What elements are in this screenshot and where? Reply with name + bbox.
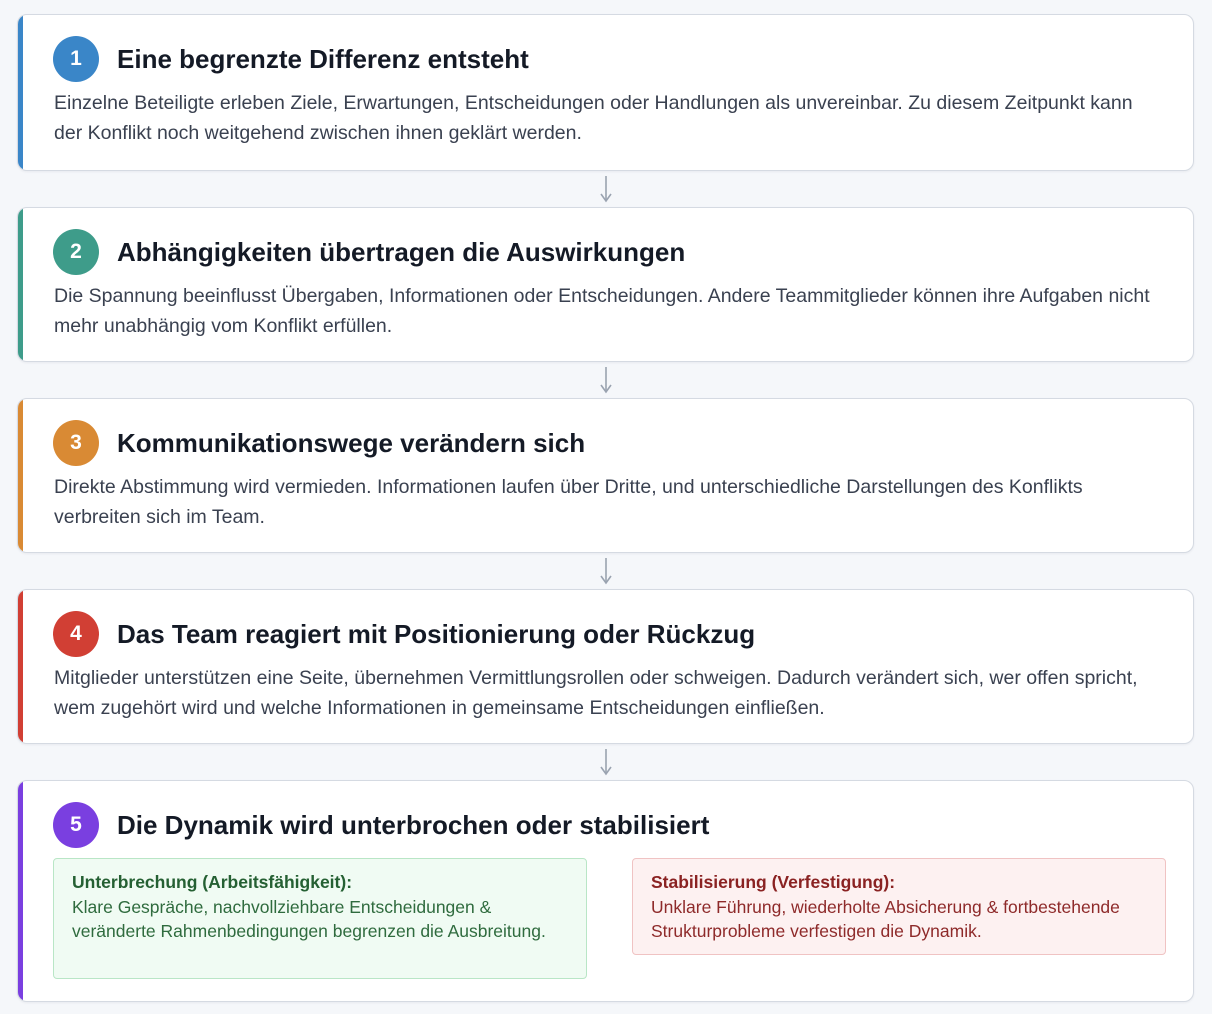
outcome-interruption-text: Klare Gespräche, nachvollziehbare Entscheidungen & veränderte Rahmenbedingungen begrenzen die Ausbreitung. (72, 896, 546, 941)
step-card-4 (17, 589, 1194, 744)
step-2-accent-bar (18, 208, 23, 361)
step-4-header (53, 610, 755, 658)
step-1-title: Eine begrenzte Differenz entsteht (117, 43, 529, 74)
step-1-number-badge: 1 (53, 36, 99, 82)
flow-arrow-3 (17, 553, 1194, 589)
outcome-interruption-box (53, 858, 587, 979)
step-2-title: Abhängigkeiten übertragen die Auswirkungen (117, 236, 686, 267)
step-card-5 (17, 780, 1194, 1002)
down-arrow-icon (599, 174, 613, 204)
step-card-2 (17, 207, 1194, 362)
step-3-accent-bar (18, 399, 23, 552)
outcome-stabilization-text: Unklare Führung, wiederholte Absicherung & fortbestehende Strukturprobleme verfestigen die Dynamik. (651, 896, 1120, 941)
down-arrow-icon (599, 365, 613, 395)
step-5-header (53, 801, 709, 849)
step-5-title: Die Dynamik wird unterbrochen oder stabilisiert (117, 809, 710, 840)
outcome-interruption-label: Unterbrechung (Arbeitsfähigkeit): (72, 872, 353, 892)
step-4-accent-bar (18, 590, 23, 743)
flow-arrow-2 (17, 362, 1194, 398)
outcome-stabilization-box (632, 858, 1166, 955)
step-2-description: Die Spannung beeinflusst Übergaben, Informationen oder Entscheidungen. Andere Teammitglieder können ihre Aufgaben nicht mehr unabhängig vom Konflikt erfüllen. (54, 285, 1150, 337)
step-card-3 (17, 398, 1194, 553)
step-3-header (53, 419, 585, 467)
step-1-accent-bar (18, 15, 23, 170)
outcome-stabilization-label: Stabilisierung (Verfestigung): (651, 872, 896, 892)
step-4-number-badge: 4 (53, 611, 99, 657)
step-1-header (53, 35, 529, 83)
conflict-escalation-flow (17, 14, 1194, 1002)
step-4-description: Mitglieder unterstützen eine Seite, übernehmen Vermittlungsrollen oder schweigen. Dadurch verändert sich, wer offen spricht, wem zugehört wird und welche Informationen in gemeinsame Entscheidungen einfließen. (54, 667, 1138, 719)
down-arrow-icon (599, 747, 613, 777)
step-3-title: Kommunikationswege verändern sich (117, 427, 586, 458)
step-2-number-badge: 2 (53, 229, 99, 275)
step-2-header (53, 228, 685, 276)
step-card-1 (17, 14, 1194, 171)
flow-arrow-4 (17, 744, 1194, 780)
step-4-title: Das Team reagiert mit Positionierung oder Rückzug (117, 618, 756, 649)
step-3-number-badge: 3 (53, 420, 99, 466)
step-5-number-badge: 5 (53, 802, 99, 848)
flow-arrow-1 (17, 171, 1194, 207)
step-1-description: Einzelne Beteiligte erleben Ziele, Erwartungen, Entscheidungen oder Handlungen als unvereinbar. Zu diesem Zeitpunkt kann der Konflikt noch weitgehend zwischen ihnen geklärt werden. (54, 92, 1133, 144)
down-arrow-icon (599, 556, 613, 586)
step-5-accent-bar (18, 781, 23, 1001)
step-3-description: Direkte Abstimmung wird vermieden. Informationen laufen über Dritte, und unterschiedliche Darstellungen des Konflikts verbreiten sich im Team. (54, 476, 1083, 528)
